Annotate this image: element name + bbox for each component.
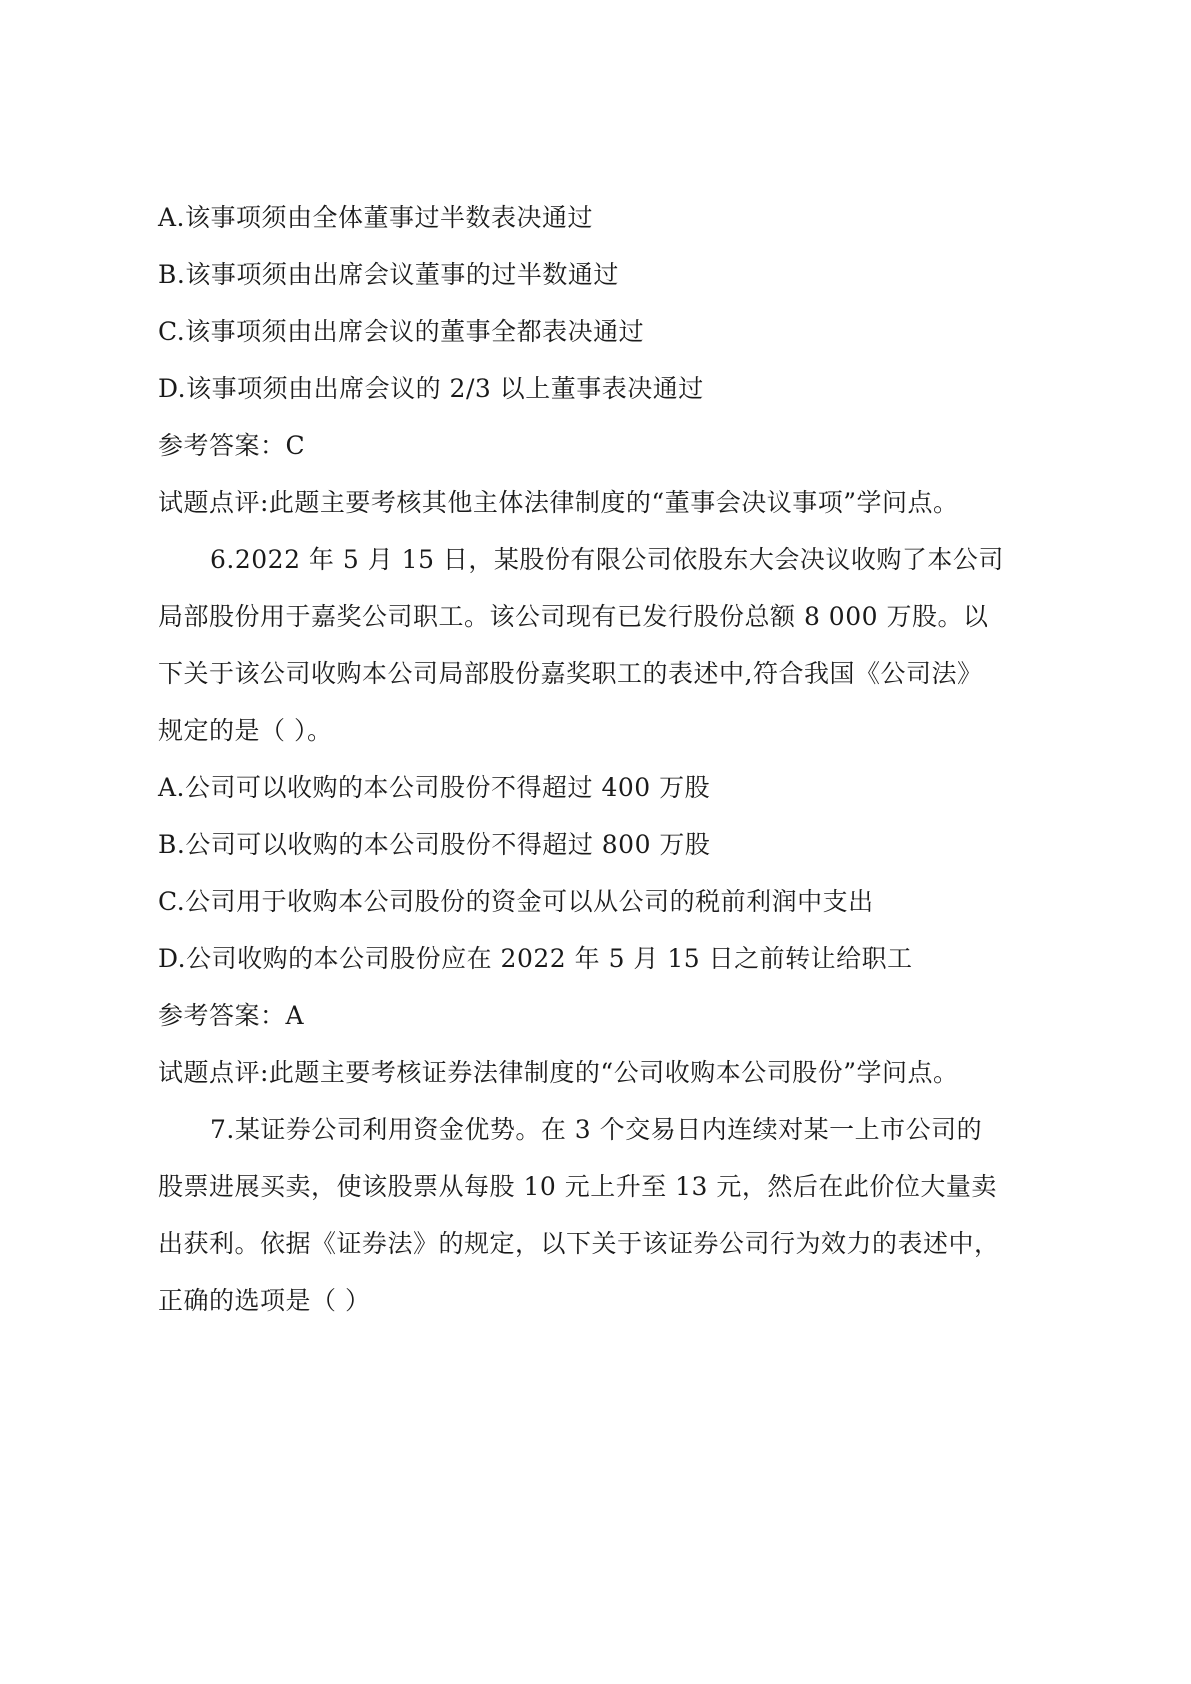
q5-answer: 参考答案：C <box>158 431 306 460</box>
q5-option-d: D.该事项须由出席会议的 2/3 以上董事表决通过 <box>158 374 704 403</box>
q5-option-a: A.该事项须由全体董事过半数表决通过 <box>158 203 594 232</box>
q6-answer: 参考答案：A <box>158 1001 305 1030</box>
q6-option-c: C.公司用于收购本公司股份的资金可以从公司的税前利润中支出 <box>158 887 874 916</box>
q5-comment: 试题点评:此题主要考核其他主体法律制度的“董事会决议事项”学问点。 <box>158 488 959 517</box>
q7-question-line-3: 出获利。依据《证券法》的规定，以下关于该证券公司行为效力的表述中， <box>158 1229 1000 1258</box>
q6-option-b: B.公司可以收购的本公司股份不得超过 800 万股 <box>158 830 711 859</box>
q6-question-line-4: 规定的是（ ）。 <box>158 716 333 745</box>
q5-option-c: C.该事项须由出席会议的董事全都表决通过 <box>158 317 645 346</box>
q6-option-d: D.公司收购的本公司股份应在 2022 年 5 月 15 日之前转让给职工 <box>158 944 913 973</box>
q7-question-line-2: 股票进展买卖，使该股票从每股 10 元上升至 13 元，然后在此价位大量卖 <box>158 1172 997 1201</box>
q6-question-line-1: 6.2022 年 5 月 15 日，某股份有限公司依股东大会决议收购了本公司 <box>210 545 1004 574</box>
q6-question-line-3: 下关于该公司收购本公司局部股份嘉奖职工的表述中,符合我国《公司法》 <box>158 659 983 688</box>
q6-comment: 试题点评:此题主要考核证券法律制度的“公司收购本公司股份”学问点。 <box>158 1058 959 1087</box>
q5-option-b: B.该事项须由出席会议董事的过半数通过 <box>158 260 619 289</box>
q6-question-line-2: 局部股份用于嘉奖公司职工。该公司现有已发行股份总额 8 000 万股。以 <box>158 602 989 631</box>
q7-question-line-4: 正确的选项是（ ） <box>158 1286 371 1315</box>
q6-option-a: A.公司可以收购的本公司股份不得超过 400 万股 <box>158 773 711 802</box>
q7-question-line-1: 7.某证券公司利用资金优势。在 3 个交易日内连续对某一上市公司的 <box>210 1115 983 1144</box>
